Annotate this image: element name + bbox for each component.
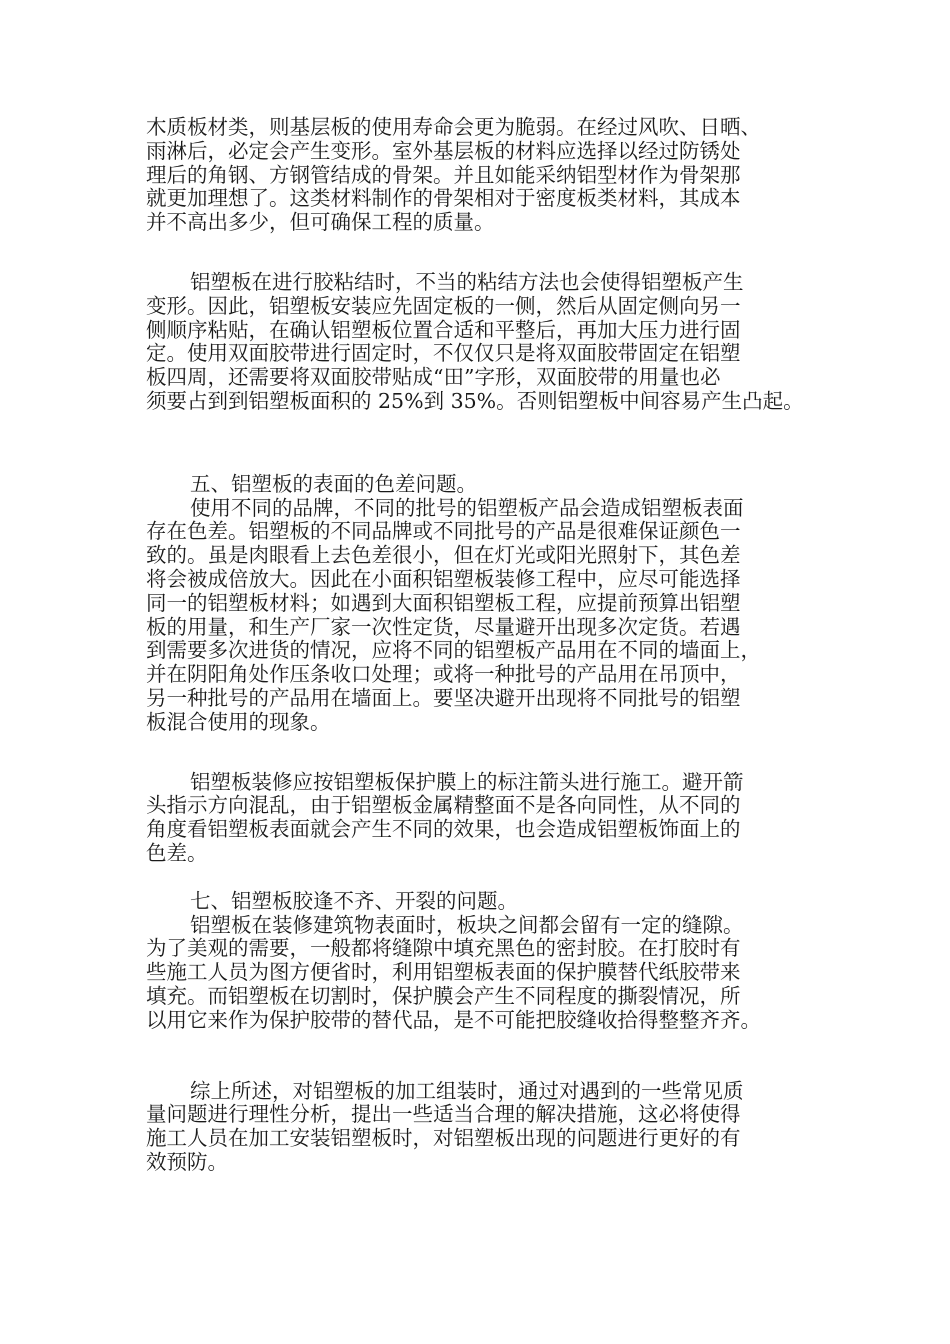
paragraph-conclusion [146, 1080, 816, 1175]
text-line: 并不高出多少，但可确保工程的质量。 [146, 210, 495, 235]
section-heading-7: 七、铝塑板胶逢不齐、开裂的问题。 [190, 888, 518, 913]
text-line: 须要占到到铝塑板面积的 25%到 35%。否则铝塑板中间容易产生凸起。 [146, 388, 804, 413]
section-glue-seam [146, 890, 816, 1033]
text-line: 致的。虽是肉眼看上去色差很小，但在灯光或阳光照射下，其色差 [146, 543, 741, 568]
paragraph-arrow-direction [146, 771, 816, 866]
text-line: 板的用量，和生产厂家一次性定货，尽量避开出现多次定货。若遇 [146, 614, 741, 639]
section-color-difference [146, 473, 816, 735]
text-line: 效预防。 [146, 1149, 228, 1174]
paragraph-base-board [146, 116, 816, 235]
text-line: 另一种批号的产品用在墙面上。要坚决避开出现将不同批号的铝塑 [146, 685, 741, 710]
text-line: 铝塑板在装修建筑物表面时，板块之间都会留有一定的缝隙。 [190, 912, 744, 937]
text-line: 就更加理想了。这类材料制作的骨架相对于密度板类材料，其成本 [146, 186, 741, 211]
text-line: 为了美观的需要，一般都将缝隙中填充黑色的密封胶。在打胶时有 [146, 936, 741, 961]
text-line: 变形。因此，铝塑板安装应先固定板的一侧，然后从固定侧向另一 [146, 293, 741, 318]
section-heading-5: 五、铝塑板的表面的色差问题。 [190, 471, 477, 496]
text-line: 将会被成倍放大。因此在小面积铝塑板装修工程中，应尽可能选择 [146, 566, 741, 591]
text-line: 角度看铝塑板表面就会产生不同的效果，也会造成铝塑板饰面上的 [146, 817, 741, 842]
text-line: 板混合使用的现象。 [146, 709, 331, 734]
text-line: 理后的角钢、方钢管结成的骨架。并且如能采纳铝型材作为骨架那 [146, 162, 741, 187]
text-line: 量问题进行理性分析，提出一些适当合理的解决措施，这必将使得 [146, 1102, 741, 1127]
text-line: 填充。而铝塑板在切割时，保护膜会产生不同程度的撕裂情况，所 [146, 983, 741, 1008]
paragraph-adhesive-bonding [146, 271, 816, 414]
text-line: 定。使用双面胶带进行固定时，不仅仅只是将双面胶带固定在铝塑 [146, 341, 741, 366]
text-line: 铝塑板装修应按铝塑板保护膜上的标注箭头进行施工。避开箭 [190, 769, 744, 794]
text-line: 使用不同的品牌，不同的批号的铝塑板产品会造成铝塑板表面 [190, 495, 744, 520]
text-line: 并在阴阳角处作压条收口处理；或将一种批号的产品用在吊顶中， [146, 662, 741, 687]
text-line: 存在色差。铝塑板的不同品牌或不同批号的产品是很难保证颜色一 [146, 519, 741, 544]
text-line: 板四周，还需要将双面胶带贴成“田”字形，双面胶带的用量也必 [146, 365, 721, 390]
text-line: 以用它来作为保护胶带的替代品，是不可能把胶缝收拾得整整齐齐。 [146, 1007, 761, 1032]
document-page [146, 116, 816, 1175]
text-line: 头指示方向混乱，由于铝塑板金属精整面不是各向同性，从不同的 [146, 793, 741, 818]
text-line: 色差。 [146, 840, 208, 865]
text-line: 些施工人员为图方便省时，利用铝塑板表面的保护膜替代纸胶带来 [146, 960, 741, 985]
text-line: 铝塑板在进行胶粘结时，不当的粘结方法也会使得铝塑板产生 [190, 269, 744, 294]
text-line: 综上所述，对铝塑板的加工组装时，通过对遇到的一些常见质 [190, 1078, 744, 1103]
text-line: 侧顺序粘贴，在确认铝塑板位置合适和平整后，再加大压力进行固 [146, 317, 741, 342]
text-line: 雨淋后，必定会产生变形。室外基层板的材料应选择以经过防锈处 [146, 138, 741, 163]
text-line: 施工人员在加工安装铝塑板时，对铝塑板出现的问题进行更好的有 [146, 1126, 741, 1151]
text-line: 木质板材类，则基层板的使用寿命会更为脆弱。在经过风吹、日晒、 [146, 115, 761, 139]
text-line: 同一的铝塑板材料；如遇到大面积铝塑板工程，应提前预算出铝塑 [146, 590, 741, 615]
text-line: 到需要多次进货的情况，应将不同的铝塑板产品用在不同的墙面上， [146, 638, 761, 663]
